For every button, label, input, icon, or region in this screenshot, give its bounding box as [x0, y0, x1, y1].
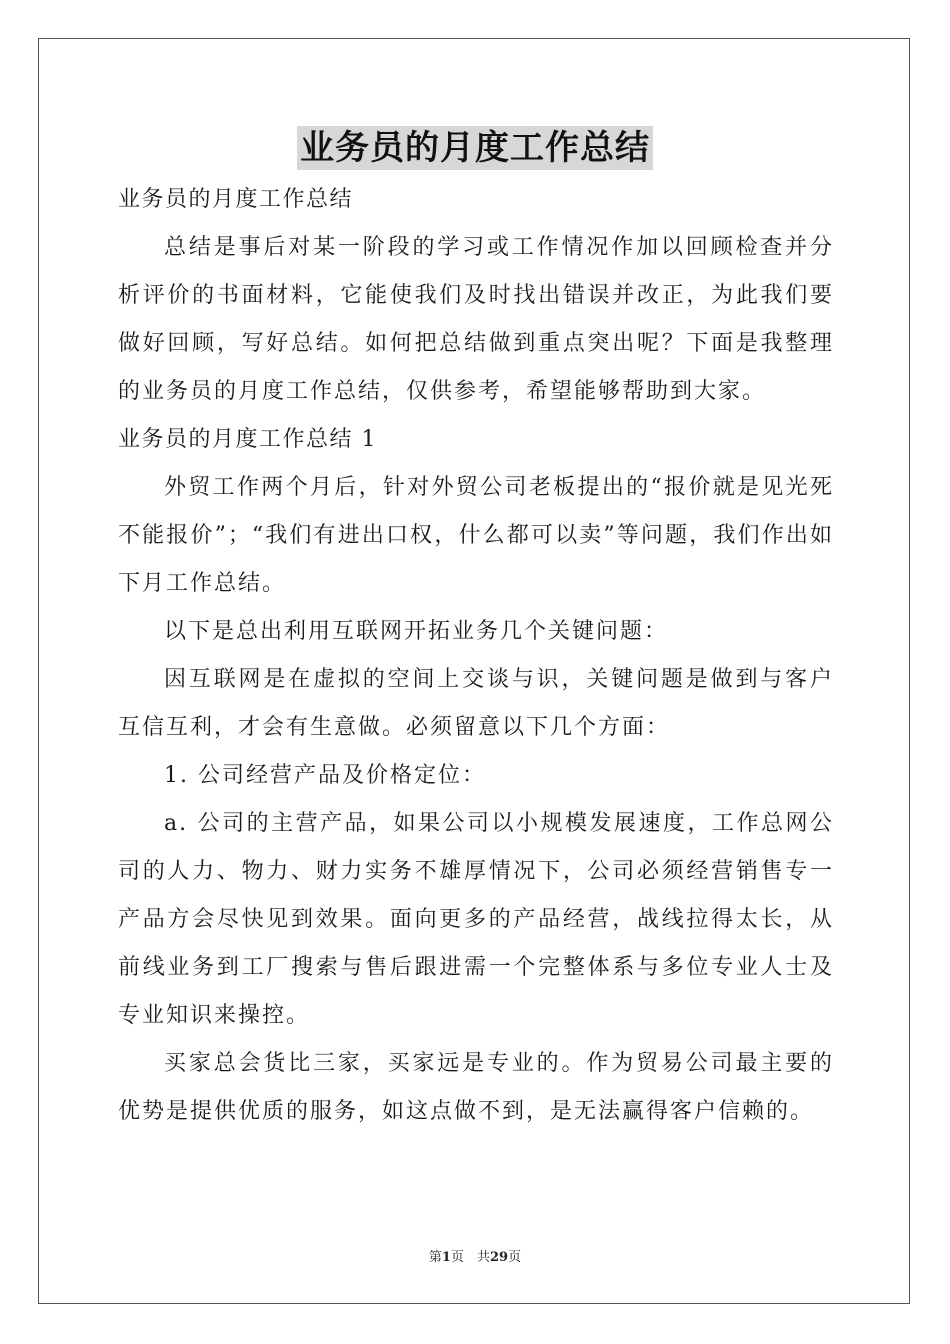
- document-title: 业务员的月度工作总结: [297, 126, 653, 170]
- footer-prefix: 第: [428, 1250, 442, 1265]
- total-pages-number: 29: [489, 1250, 509, 1265]
- body-paragraph: 买家总会货比三家，买家远是专业的。作为贸易公司最主要的优势是提供优质的服务，如这点做不到，是无法赢得客户信赖的。: [118, 1051, 834, 1124]
- subtitle-line: 业务员的月度工作总结: [118, 187, 354, 212]
- footer-suffix: 页: [508, 1250, 522, 1265]
- document-body: [118, 176, 834, 1136]
- body-paragraph: a. 公司的主营产品，如果公司以小规模发展速度，工作总网公司的人力、物力、财力实务不雄厚情况下，公司必须经营销售专一产品方会尽快见到效果。面向更多的产品经营，战线拉得太长，从前线业务到工厂搜索与售后跟进需一个完整体系与多位专业人士及专业知识来操控。: [118, 811, 834, 1028]
- footer-middle: 页 共: [450, 1250, 490, 1265]
- title-container: [0, 126, 950, 170]
- list-heading: 1. 公司经营产品及价格定位：: [164, 763, 486, 788]
- page-footer: [0, 1246, 950, 1265]
- section-heading: 业务员的月度工作总结 1: [118, 427, 377, 452]
- body-paragraph: 外贸工作两个月后，针对外贸公司老板提出的“报价就是见光死不能报价”；“我们有进出口权，什么都可以卖”等问题，我们作出如下月工作总结。: [118, 475, 834, 596]
- body-paragraph: 以下是总出利用互联网开拓业务几个关键问题：: [164, 619, 669, 644]
- current-page-number: 1: [441, 1250, 451, 1265]
- intro-paragraph: 总结是事后对某一阶段的学习或工作情况作加以回顾检查并分析评价的书面材料，它能使我们及时找出错误并改正，为此我们要做好回顾，写好总结。如何把总结做到重点突出呢？下面是我整理的业务员的月度工作总结，仅供参考，希望能够帮助到大家。: [118, 235, 834, 404]
- body-paragraph: 因互联网是在虚拟的空间上交谈与识，关键问题是做到与客户互信互利，才会有生意做。必须留意以下几个方面：: [118, 667, 834, 740]
